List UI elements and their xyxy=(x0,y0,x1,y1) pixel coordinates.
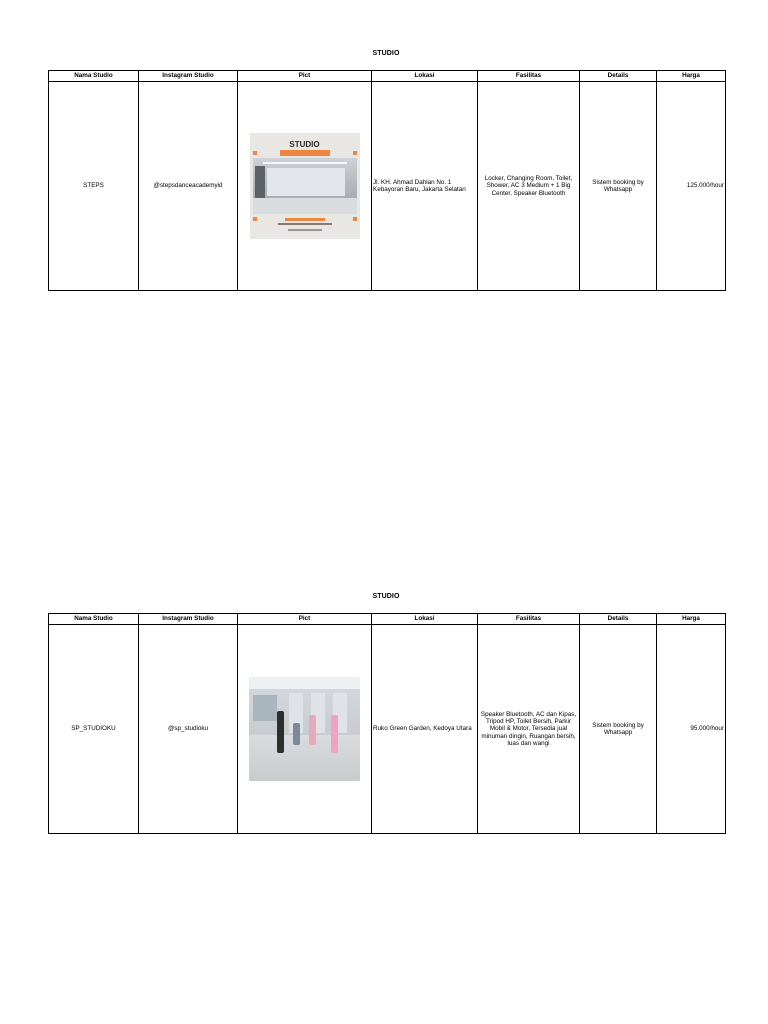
studio-photo-image xyxy=(249,677,360,781)
poster-heading: STUDIO xyxy=(289,140,320,149)
poster-dot xyxy=(253,217,257,221)
cell-nama-studio: SP_STUDIOKU xyxy=(49,625,139,834)
cell-details: Sistem booking by Whatsapp xyxy=(580,625,657,834)
poster-subtext xyxy=(278,223,332,225)
cell-lokasi: Ruko Green Garden, Kedoya Utara xyxy=(372,625,478,834)
header-lokasi: Lokasi xyxy=(372,614,478,625)
cell-fasilitas: Speaker Bluetooth, AC dan Kipas, Tripod HP, Toilet Bersih, Parkir Mobil & Motor, Tersedia jual minuman dingin, Ruangan bersih, luas dan wangi xyxy=(478,625,580,834)
header-pict: Pict xyxy=(238,71,372,82)
header-nama-studio: Nama Studio xyxy=(49,71,139,82)
cell-instagram: @stepsdanceacademyid xyxy=(139,82,238,291)
header-details: Details xyxy=(580,71,657,82)
studio-table xyxy=(48,613,726,834)
dancer-figure xyxy=(309,715,316,745)
poster-orange-band xyxy=(280,150,330,156)
table-header-row xyxy=(49,614,726,625)
cell-details: Sistem booking by Whatsapp xyxy=(580,82,657,291)
cell-fasilitas: Locker, Changing Room, Toilet, Shower, AC 3 Medium + 1 Big Center, Speaker Bluetooth xyxy=(478,82,580,291)
dancer-figure xyxy=(331,715,338,753)
cell-instagram: @sp_studioku xyxy=(139,625,238,834)
header-pict: Pict xyxy=(238,614,372,625)
studio-table xyxy=(48,70,726,291)
header-details: Details xyxy=(580,614,657,625)
cell-lokasi: Jl. KH. Ahmad Dahlan No. 1 Kebayoran Baru, Jakarta Selatan xyxy=(372,82,478,291)
cell-harga: 95.000/hour xyxy=(657,625,726,834)
poster-studio-photo xyxy=(253,158,357,214)
table-row xyxy=(49,82,726,291)
header-harga: Harga xyxy=(657,71,726,82)
section-title: STUDIO xyxy=(372,50,400,57)
cell-nama-studio: STEPS xyxy=(49,82,139,291)
studio-poster-image xyxy=(250,133,360,239)
cell-pict xyxy=(238,625,372,834)
cell-pict xyxy=(238,82,372,291)
header-fasilitas: Fasilitas xyxy=(478,614,580,625)
header-lokasi: Lokasi xyxy=(372,71,478,82)
header-harga: Harga xyxy=(657,614,726,625)
poster-subtext xyxy=(288,229,322,231)
dancer-figure xyxy=(277,711,284,753)
header-instagram-studio: Instagram Studio xyxy=(139,614,238,625)
poster-dot xyxy=(353,217,357,221)
poster-dot xyxy=(353,151,357,155)
table-header-row xyxy=(49,71,726,82)
cell-harga: 125.000/hour xyxy=(657,82,726,291)
header-instagram-studio: Instagram Studio xyxy=(139,71,238,82)
table-row xyxy=(49,625,726,834)
header-fasilitas: Fasilitas xyxy=(478,71,580,82)
poster-subtext xyxy=(285,218,325,221)
dancer-figure xyxy=(293,723,300,745)
poster-dot xyxy=(253,151,257,155)
section-title: STUDIO xyxy=(372,593,400,600)
header-nama-studio: Nama Studio xyxy=(49,614,139,625)
